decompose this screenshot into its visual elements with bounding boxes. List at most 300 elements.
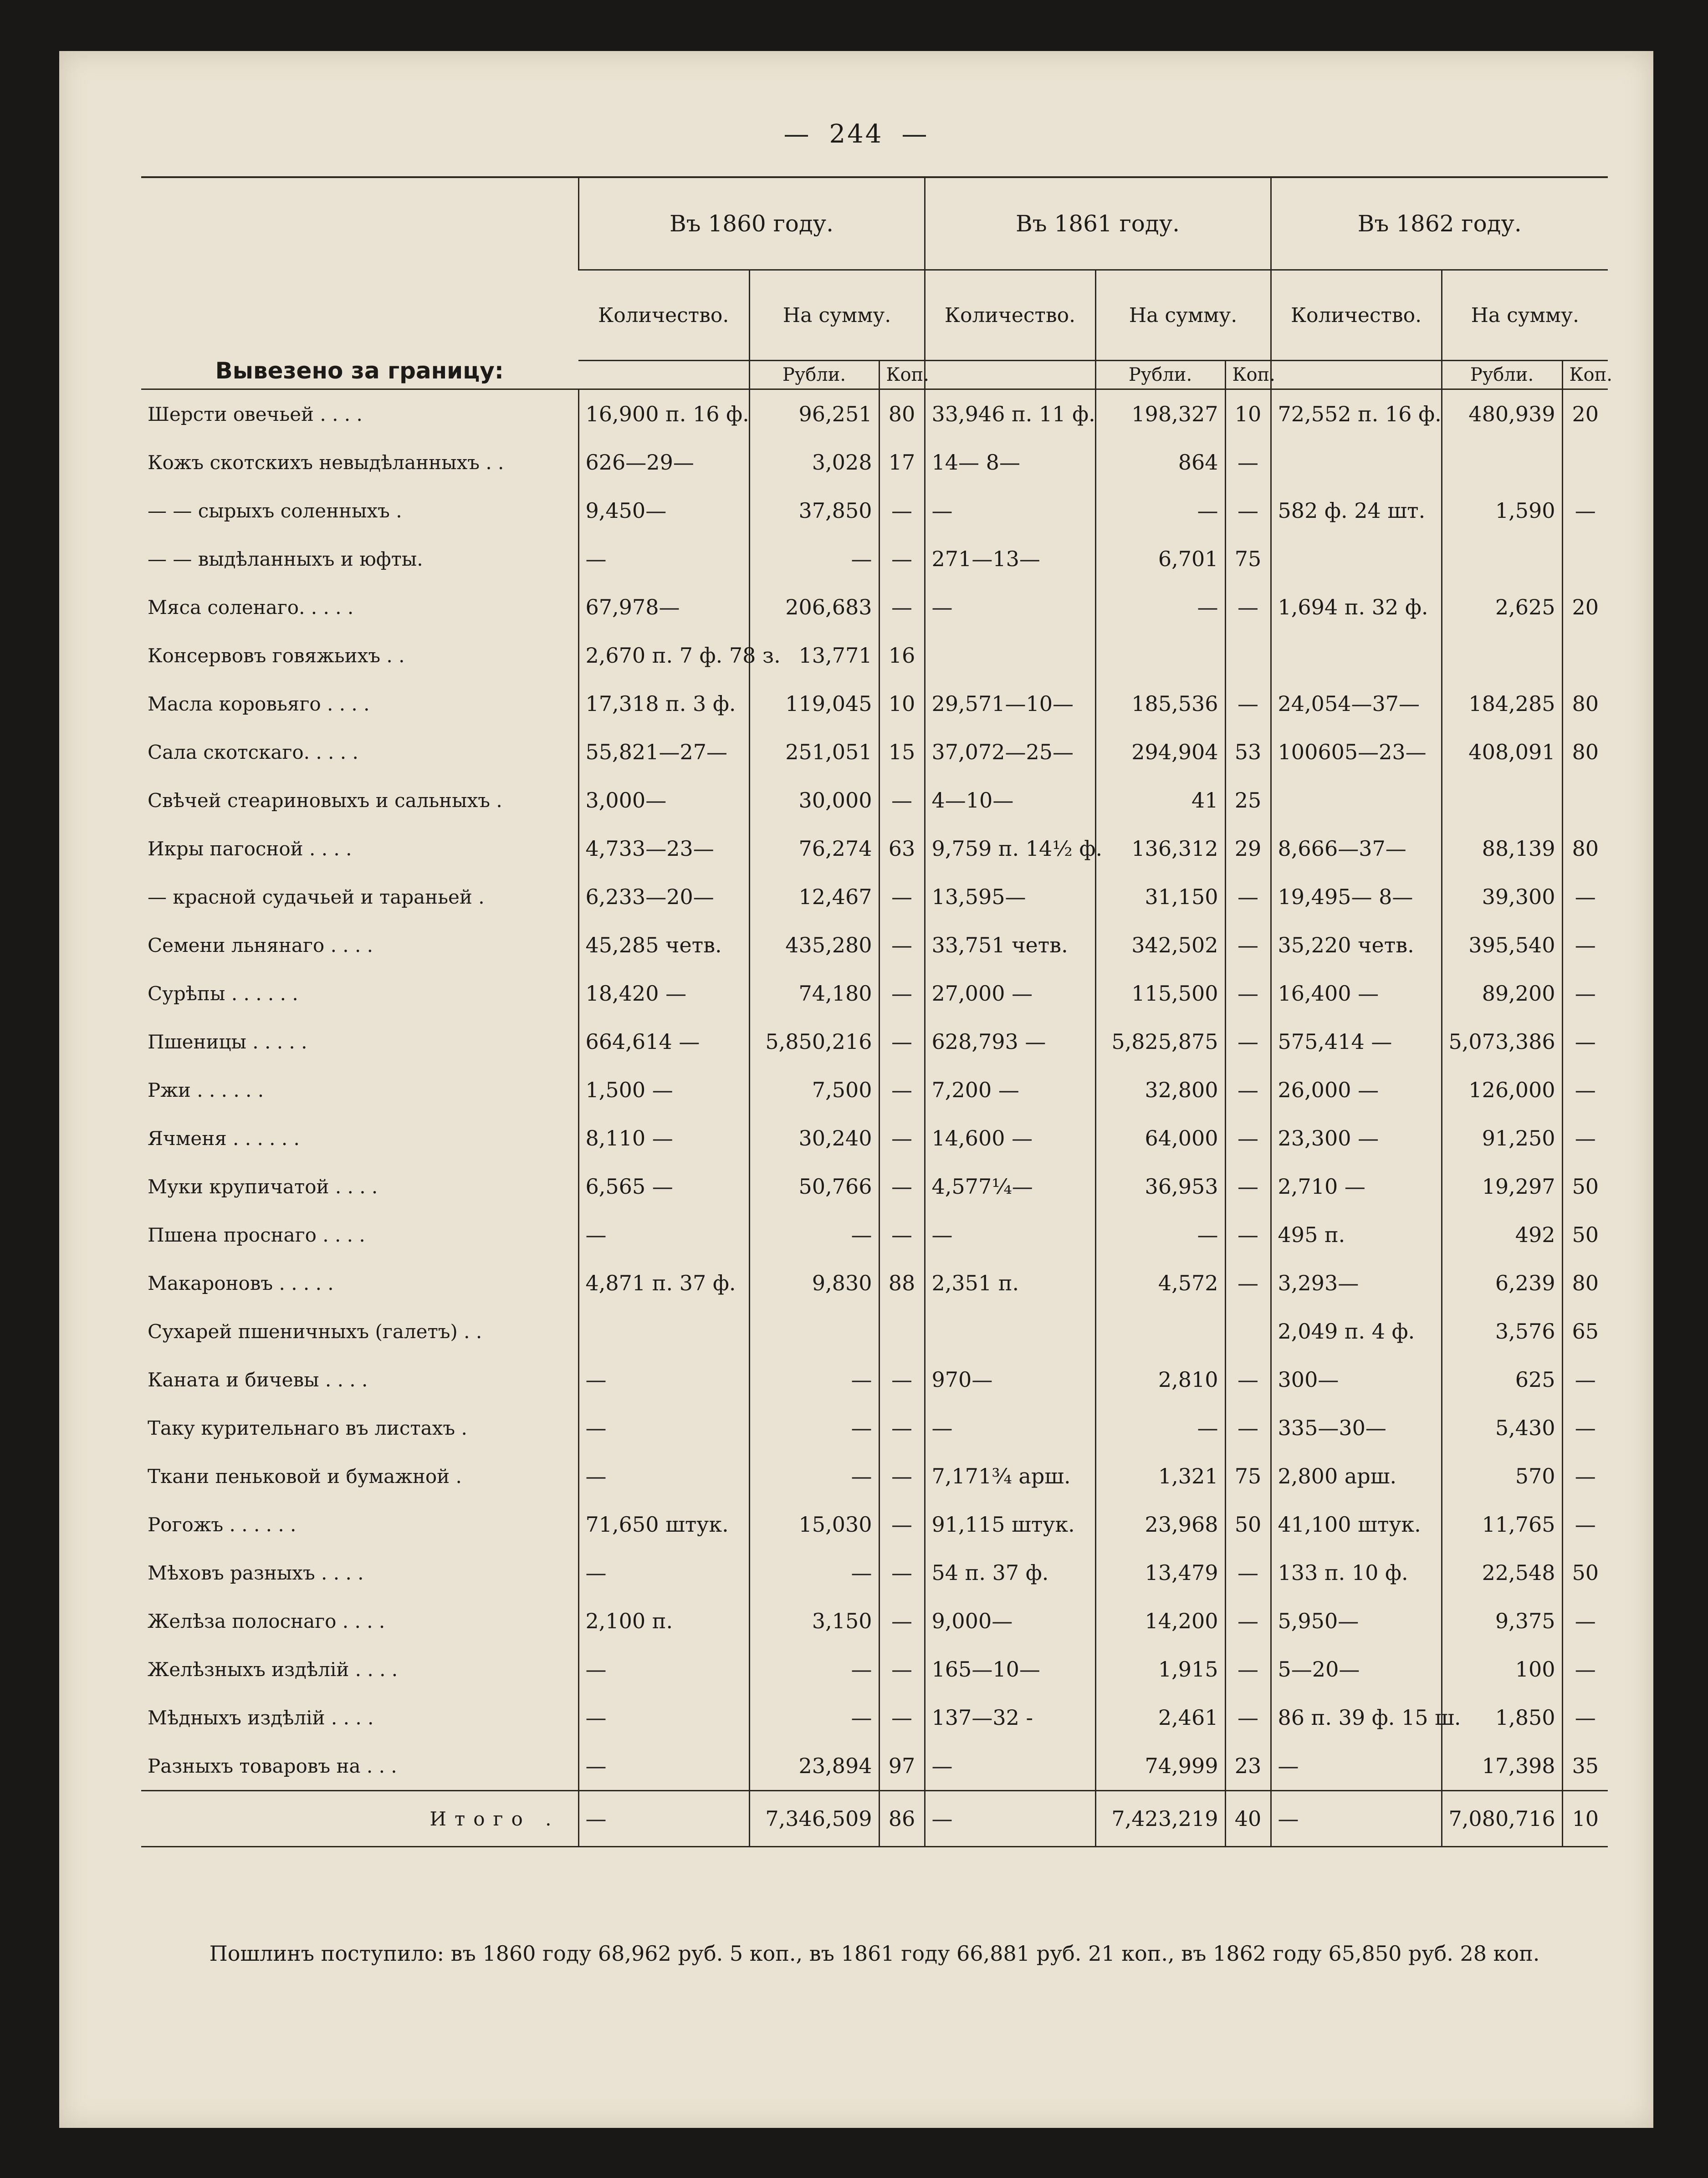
quantity-cell xyxy=(925,631,1095,680)
qty-header: Количество. xyxy=(925,270,1095,361)
rubles-cell: 3,028 xyxy=(749,438,879,486)
quantity-cell: 2,670 п. 7 ф. 78 з. xyxy=(578,631,749,680)
kopecks-cell: 23 xyxy=(1225,1742,1271,1791)
rubles-cell: 96,251 xyxy=(749,389,879,439)
rubles-cell: — xyxy=(749,535,879,583)
quantity-cell: 495 п. xyxy=(1271,1211,1442,1259)
kopecks-cell: — xyxy=(1225,1066,1271,1114)
rubles-cell: 1,850 xyxy=(1442,1693,1562,1742)
rubles-cell: 136,312 xyxy=(1095,824,1225,873)
year-1861-header: Въ 1861 году. xyxy=(925,177,1271,270)
blank-cell xyxy=(1271,361,1442,389)
quantity-cell: 664,614 — xyxy=(578,1017,749,1066)
total-row xyxy=(141,1791,1608,1847)
kopecks-cell: — xyxy=(879,1404,925,1452)
rubles-cell: 2,625 xyxy=(1442,583,1562,631)
quantity-cell: — xyxy=(925,1791,1095,1847)
rubles-cell: 185,536 xyxy=(1095,680,1225,728)
page-number: — 244 — xyxy=(783,119,929,149)
rubles-cell: 30,240 xyxy=(749,1114,879,1162)
commodity-name: — — выдѣланныхъ и юфты. xyxy=(148,547,423,570)
quantity-cell: 54 п. 37 ф. xyxy=(925,1549,1095,1597)
quantity-cell: 7,200 — xyxy=(925,1066,1095,1114)
quantity-cell: — xyxy=(578,1693,749,1742)
quantity-cell: 5,950— xyxy=(1271,1597,1442,1645)
table-row xyxy=(141,1693,1608,1742)
commodity-name: Масла коровьяго . . . . xyxy=(148,692,370,715)
rubles-cell: 39,300 xyxy=(1442,873,1562,921)
kopecks-cell: — xyxy=(1562,873,1608,921)
table-row xyxy=(141,389,1608,439)
rubles-cell: 6,701 xyxy=(1095,535,1225,583)
quantity-cell xyxy=(1271,438,1442,486)
table-row xyxy=(141,1066,1608,1114)
rubles-cell: 184,285 xyxy=(1442,680,1562,728)
kopecks-cell: 86 xyxy=(879,1791,925,1847)
quantity-cell: — xyxy=(578,1355,749,1404)
rubles-cell: 17,398 xyxy=(1442,1742,1562,1791)
export-table xyxy=(141,176,1612,1847)
kopecks-cell: — xyxy=(1225,1114,1271,1162)
quantity-cell: 37,072—25— xyxy=(925,728,1095,776)
quantity-cell: — xyxy=(925,1211,1095,1259)
quantity-cell: 6,233—20— xyxy=(578,873,749,921)
rubles-cell: — xyxy=(749,1211,879,1259)
kopecks-cell: 10 xyxy=(1225,389,1271,439)
rubles-cell: 5,430 xyxy=(1442,1404,1562,1452)
quantity-cell xyxy=(1271,535,1442,583)
commodity-name: Муки крупичатой . . . . xyxy=(148,1175,378,1198)
kopecks-cell: 50 xyxy=(1562,1549,1608,1597)
quantity-cell: — xyxy=(925,486,1095,535)
rubles-cell: 625 xyxy=(1442,1355,1562,1404)
rubles-cell xyxy=(1442,535,1562,583)
rubles-cell: — xyxy=(749,1549,879,1597)
rubles-cell: 88,139 xyxy=(1442,824,1562,873)
quantity-cell: 582 ф. 24 шт. xyxy=(1271,486,1442,535)
kopecks-cell: 63 xyxy=(879,824,925,873)
quantity-cell: 2,100 п. xyxy=(578,1597,749,1645)
rubles-cell: 9,375 xyxy=(1442,1597,1562,1645)
commodity-name: Ржи . . . . . . xyxy=(148,1079,264,1101)
rubles-cell: 36,953 xyxy=(1095,1162,1225,1211)
quantity-cell xyxy=(578,1307,749,1355)
quantity-cell: 9,759 п. 14½ ф. xyxy=(925,824,1095,873)
rubles-cell: 492 xyxy=(1442,1211,1562,1259)
kopecks-cell: — xyxy=(1562,1500,1608,1549)
kopecks-cell xyxy=(1562,631,1608,680)
quantity-cell: 17,318 п. 3 ф. xyxy=(578,680,749,728)
kopecks-cell: 97 xyxy=(879,1742,925,1791)
sum-header: На сумму. xyxy=(749,270,925,361)
rub-header: Рубли. xyxy=(749,361,879,389)
rubles-cell: 3,576 xyxy=(1442,1307,1562,1355)
rubles-cell: 64,000 xyxy=(1095,1114,1225,1162)
rubles-cell: — xyxy=(749,1452,879,1500)
rubles-cell: 435,280 xyxy=(749,921,879,969)
quantity-cell: 575,414 — xyxy=(1271,1017,1442,1066)
kopecks-cell: 75 xyxy=(1225,1452,1271,1500)
kopecks-cell: 80 xyxy=(1562,824,1608,873)
kopecks-cell: 80 xyxy=(1562,680,1608,728)
quantity-cell: 165—10— xyxy=(925,1645,1095,1693)
rubles-cell: — xyxy=(1095,1211,1225,1259)
kopecks-cell: — xyxy=(1562,1645,1608,1693)
kopecks-cell: — xyxy=(1225,969,1271,1017)
commodity-name: Каната и бичевы . . . . xyxy=(148,1368,368,1391)
commodity-name: Сала скотскаго. . . . . xyxy=(148,741,358,763)
kopecks-cell: — xyxy=(1562,1066,1608,1114)
rubles-cell: 206,683 xyxy=(749,583,879,631)
kopecks-cell: 25 xyxy=(1225,776,1271,824)
rubles-cell: 50,766 xyxy=(749,1162,879,1211)
table-row xyxy=(141,1404,1608,1452)
quantity-cell: 14— 8— xyxy=(925,438,1095,486)
quantity-cell: 7,171¾ арш. xyxy=(925,1452,1095,1500)
commodity-name: Желѣза полоснаго . . . . xyxy=(148,1610,385,1632)
quantity-cell: 16,400 — xyxy=(1271,969,1442,1017)
quantity-cell: 137—32 - xyxy=(925,1693,1095,1742)
rubles-cell: 12,467 xyxy=(749,873,879,921)
rubles-cell xyxy=(749,1307,879,1355)
kopecks-cell xyxy=(1225,1307,1271,1355)
quantity-cell: 6,565 — xyxy=(578,1162,749,1211)
kopecks-cell: — xyxy=(1562,1693,1608,1742)
kopecks-cell: — xyxy=(1225,1549,1271,1597)
rubles-cell: — xyxy=(1095,583,1225,631)
rubles-cell: 480,939 xyxy=(1442,389,1562,439)
kopecks-cell: — xyxy=(879,1693,925,1742)
quantity-cell xyxy=(1271,776,1442,824)
rubles-cell: 30,000 xyxy=(749,776,879,824)
rubles-cell: 32,800 xyxy=(1095,1066,1225,1114)
table-row xyxy=(141,776,1608,824)
table-row xyxy=(141,824,1608,873)
quantity-cell: 23,300 — xyxy=(1271,1114,1442,1162)
kopecks-cell xyxy=(879,1307,925,1355)
kopecks-cell: — xyxy=(1225,583,1271,631)
rubles-cell: 1,321 xyxy=(1095,1452,1225,1500)
rubles-cell xyxy=(1442,438,1562,486)
stub-header: Вывезено за границу: xyxy=(141,177,578,389)
table-row xyxy=(141,1597,1608,1645)
rubles-cell: 74,180 xyxy=(749,969,879,1017)
rubles-cell: 1,590 xyxy=(1442,486,1562,535)
rubles-cell: — xyxy=(1095,1404,1225,1452)
table-row xyxy=(141,1452,1608,1500)
kopecks-cell: — xyxy=(879,1355,925,1404)
quantity-cell: 3,293— xyxy=(1271,1259,1442,1307)
commodity-name: Икры пагосной . . . . xyxy=(148,837,352,860)
kopecks-cell: — xyxy=(1562,969,1608,1017)
rubles-cell: 251,051 xyxy=(749,728,879,776)
kopecks-cell: — xyxy=(1225,1162,1271,1211)
commodity-name: Мѣховъ разныхъ . . . . xyxy=(148,1561,364,1584)
quantity-cell: 628,793 — xyxy=(925,1017,1095,1066)
kopecks-cell: — xyxy=(1562,1404,1608,1452)
kopecks-cell: 20 xyxy=(1562,583,1608,631)
rubles-cell: 5,073,386 xyxy=(1442,1017,1562,1066)
table-row xyxy=(141,1114,1608,1162)
rubles-cell: 15,030 xyxy=(749,1500,879,1549)
rubles-cell: 9,830 xyxy=(749,1259,879,1307)
quantity-cell: 2,710 — xyxy=(1271,1162,1442,1211)
kopecks-cell: — xyxy=(879,486,925,535)
duties-note: Пошлинъ поступило: въ 1860 году 68,962 руб. 5 коп., въ 1861 году 66,881 руб. 21 коп., въ 1862 году 65,850 руб. 28 коп. xyxy=(209,1941,1540,1966)
quantity-cell: 5—20— xyxy=(1271,1645,1442,1693)
header-years-row xyxy=(141,177,1608,270)
quantity-cell: 970— xyxy=(925,1355,1095,1404)
kop-header: Коп. xyxy=(879,361,925,389)
kopecks-cell: — xyxy=(879,776,925,824)
commodity-name: Свѣчей стеариновыхъ и сальныхъ . xyxy=(148,789,502,812)
quantity-cell: 3,000— xyxy=(578,776,749,824)
commodity-name: Макароновъ . . . . . xyxy=(148,1272,334,1294)
table-row xyxy=(141,1017,1608,1066)
commodity-name: Желѣзныхъ издѣлій . . . . xyxy=(148,1658,398,1681)
commodity-name: Кожъ скотскихъ невыдѣланныхъ . . xyxy=(148,451,504,474)
commodity-name: Консервовъ говяжьихъ . . xyxy=(148,644,405,667)
kopecks-cell: 15 xyxy=(879,728,925,776)
blank-cell xyxy=(578,361,749,389)
rubles-cell: 89,200 xyxy=(1442,969,1562,1017)
kopecks-cell: 80 xyxy=(879,389,925,439)
kopecks-cell: — xyxy=(879,583,925,631)
kopecks-cell: 50 xyxy=(1225,1500,1271,1549)
kopecks-cell: — xyxy=(1225,438,1271,486)
quantity-cell: 16,900 п. 16 ф. xyxy=(578,389,749,439)
kopecks-cell: — xyxy=(1225,1597,1271,1645)
table-row xyxy=(141,969,1608,1017)
kopecks-cell: — xyxy=(879,1017,925,1066)
kopecks-cell: 80 xyxy=(1562,1259,1608,1307)
rubles-cell: 395,540 xyxy=(1442,921,1562,969)
quantity-cell: — xyxy=(578,1742,749,1791)
rubles-cell: 7,423,219 xyxy=(1095,1791,1225,1847)
quantity-cell: — xyxy=(578,1452,749,1500)
quantity-cell xyxy=(925,1307,1095,1355)
kopecks-cell: — xyxy=(879,921,925,969)
rubles-cell: 115,500 xyxy=(1095,969,1225,1017)
quantity-cell: 33,946 п. 11 ф. xyxy=(925,389,1095,439)
quantity-cell: 335—30— xyxy=(1271,1404,1442,1452)
total-label: Итого . xyxy=(141,1791,578,1847)
kopecks-cell: — xyxy=(1225,1404,1271,1452)
rubles-cell: 6,239 xyxy=(1442,1259,1562,1307)
rubles-cell: 570 xyxy=(1442,1452,1562,1500)
kopecks-cell: — xyxy=(1562,1597,1608,1645)
kopecks-cell: 17 xyxy=(879,438,925,486)
rubles-cell: 37,850 xyxy=(749,486,879,535)
commodity-name: Пшена проснаго . . . . xyxy=(148,1223,365,1246)
rubles-cell: 7,080,716 xyxy=(1442,1791,1562,1847)
kopecks-cell: — xyxy=(879,1066,925,1114)
commodity-name: Мяса соленаго. . . . . xyxy=(148,596,354,619)
quantity-cell: 626—29— xyxy=(578,438,749,486)
kopecks-cell: — xyxy=(879,969,925,1017)
rubles-cell: 13,771 xyxy=(749,631,879,680)
commodity-name: Рогожъ . . . . . . xyxy=(148,1513,297,1536)
commodity-name: Сухарей пшеничныхъ (галетъ) . . xyxy=(148,1320,482,1343)
rubles-cell: 91,250 xyxy=(1442,1114,1562,1162)
rubles-cell: 13,479 xyxy=(1095,1549,1225,1597)
rubles-cell: 4,572 xyxy=(1095,1259,1225,1307)
kopecks-cell: 65 xyxy=(1562,1307,1608,1355)
qty-header: Количество. xyxy=(578,270,749,361)
kopecks-cell: — xyxy=(1562,1355,1608,1404)
quantity-cell: 271—13— xyxy=(925,535,1095,583)
quantity-cell: 19,495— 8— xyxy=(1271,873,1442,921)
commodity-name: Сурѣпы . . . . . . xyxy=(148,982,298,1005)
quantity-cell: 100605—23— xyxy=(1271,728,1442,776)
rubles-cell: — xyxy=(749,1693,879,1742)
kopecks-cell: — xyxy=(1562,921,1608,969)
rubles-cell xyxy=(1095,1307,1225,1355)
rubles-cell: — xyxy=(749,1355,879,1404)
quantity-cell: 41,100 штук. xyxy=(1271,1500,1442,1549)
rubles-cell: 198,327 xyxy=(1095,389,1225,439)
rubles-cell: 294,904 xyxy=(1095,728,1225,776)
table-row xyxy=(141,535,1608,583)
rubles-cell: 11,765 xyxy=(1442,1500,1562,1549)
rubles-cell: 14,200 xyxy=(1095,1597,1225,1645)
rubles-cell: 7,500 xyxy=(749,1066,879,1114)
rubles-cell: 5,850,216 xyxy=(749,1017,879,1066)
rubles-cell: 23,968 xyxy=(1095,1500,1225,1549)
rubles-cell: 100 xyxy=(1442,1645,1562,1693)
quantity-cell: 45,285 четв. xyxy=(578,921,749,969)
quantity-cell: 67,978— xyxy=(578,583,749,631)
quantity-cell: 29,571—10— xyxy=(925,680,1095,728)
rubles-cell xyxy=(1095,631,1225,680)
rubles-cell: 31,150 xyxy=(1095,873,1225,921)
table-row xyxy=(141,680,1608,728)
rubles-cell: 1,915 xyxy=(1095,1645,1225,1693)
quantity-cell: 1,500 — xyxy=(578,1066,749,1114)
kop-header: Коп. xyxy=(1562,361,1608,389)
kopecks-cell: 29 xyxy=(1225,824,1271,873)
quantity-cell: 4,733—23— xyxy=(578,824,749,873)
quantity-cell xyxy=(1271,631,1442,680)
kopecks-cell: — xyxy=(1225,1259,1271,1307)
table-row xyxy=(141,1645,1608,1693)
kopecks-cell: 88 xyxy=(879,1259,925,1307)
kopecks-cell: 10 xyxy=(1562,1791,1608,1847)
table-row xyxy=(141,1162,1608,1211)
quantity-cell: 14,600 — xyxy=(925,1114,1095,1162)
kopecks-cell: 53 xyxy=(1225,728,1271,776)
table-row xyxy=(141,1307,1608,1355)
rubles-cell: 3,150 xyxy=(749,1597,879,1645)
quantity-cell: 33,751 четв. xyxy=(925,921,1095,969)
kopecks-cell: 80 xyxy=(1562,728,1608,776)
kopecks-cell: — xyxy=(879,1452,925,1500)
sum-header: На сумму. xyxy=(1095,270,1271,361)
quantity-cell: 27,000 — xyxy=(925,969,1095,1017)
quantity-cell: 9,450— xyxy=(578,486,749,535)
commodity-name: Таку курительнаго въ листахъ . xyxy=(148,1416,467,1439)
rubles-cell: 23,894 xyxy=(749,1742,879,1791)
rubles-cell: 76,274 xyxy=(749,824,879,873)
quantity-cell: 2,351 п. xyxy=(925,1259,1095,1307)
table-row xyxy=(141,1742,1608,1791)
rubles-cell: — xyxy=(749,1645,879,1693)
kopecks-cell: — xyxy=(879,1500,925,1549)
rubles-cell: 2,461 xyxy=(1095,1693,1225,1742)
kopecks-cell: 75 xyxy=(1225,535,1271,583)
table-row xyxy=(141,438,1608,486)
table-row xyxy=(141,921,1608,969)
quantity-cell: 35,220 четв. xyxy=(1271,921,1442,969)
quantity-cell: — xyxy=(578,535,749,583)
rubles-cell: 22,548 xyxy=(1442,1549,1562,1597)
commodity-name: Ячменя . . . . . . xyxy=(148,1127,300,1150)
kopecks-cell xyxy=(1562,438,1608,486)
table-row xyxy=(141,1549,1608,1597)
quantity-cell: — xyxy=(925,583,1095,631)
rubles-cell: 864 xyxy=(1095,438,1225,486)
kopecks-cell: — xyxy=(1225,1693,1271,1742)
rubles-cell: 342,502 xyxy=(1095,921,1225,969)
quantity-cell: 1,694 п. 32 ф. xyxy=(1271,583,1442,631)
kopecks-cell: — xyxy=(1225,1355,1271,1404)
kopecks-cell: 50 xyxy=(1562,1211,1608,1259)
kopecks-cell: — xyxy=(879,1162,925,1211)
quantity-cell: 4,871 п. 37 ф. xyxy=(578,1259,749,1307)
commodity-name: — — сырыхъ соленныхъ . xyxy=(148,499,402,522)
kopecks-cell: 40 xyxy=(1225,1791,1271,1847)
rubles-cell: 408,091 xyxy=(1442,728,1562,776)
quantity-cell: — xyxy=(578,1211,749,1259)
quantity-cell: 2,800 арш. xyxy=(1271,1452,1442,1500)
kopecks-cell: — xyxy=(1562,486,1608,535)
commodity-name: Шерсти овечьей . . . . xyxy=(148,403,363,425)
quantity-cell: — xyxy=(578,1791,749,1847)
quantity-cell: 91,115 штук. xyxy=(925,1500,1095,1549)
year-1860-header: Въ 1860 году. xyxy=(578,177,925,270)
rubles-cell: 7,346,509 xyxy=(749,1791,879,1847)
kopecks-cell: 16 xyxy=(879,631,925,680)
kopecks-cell: 20 xyxy=(1562,389,1608,439)
quantity-cell: — xyxy=(578,1549,749,1597)
kopecks-cell: — xyxy=(879,1114,925,1162)
kopecks-cell: — xyxy=(1225,1211,1271,1259)
kopecks-cell: — xyxy=(1562,1114,1608,1162)
kopecks-cell: — xyxy=(879,873,925,921)
kopecks-cell: — xyxy=(1562,1017,1608,1066)
commodity-name: Пшеницы . . . . . xyxy=(148,1030,307,1053)
rubles-cell: 2,810 xyxy=(1095,1355,1225,1404)
table-row xyxy=(141,1500,1608,1549)
rub-header: Рубли. xyxy=(1442,361,1562,389)
kopecks-cell: — xyxy=(1225,1645,1271,1693)
quantity-cell: 18,420 — xyxy=(578,969,749,1017)
commodity-name: Мѣдныхъ издѣлій . . . . xyxy=(148,1706,374,1729)
kopecks-cell: — xyxy=(1225,486,1271,535)
quantity-cell: 8,110 — xyxy=(578,1114,749,1162)
sum-header: На сумму. xyxy=(1442,270,1608,361)
kopecks-cell: — xyxy=(1562,1452,1608,1500)
table-row xyxy=(141,873,1608,921)
quantity-cell: 133 п. 10 ф. xyxy=(1271,1549,1442,1597)
quantity-cell: — xyxy=(925,1404,1095,1452)
kopecks-cell: — xyxy=(879,1211,925,1259)
kopecks-cell: — xyxy=(1225,1017,1271,1066)
quantity-cell: 9,000— xyxy=(925,1597,1095,1645)
quantity-cell: 300— xyxy=(1271,1355,1442,1404)
kopecks-cell xyxy=(1562,535,1608,583)
rubles-cell: 119,045 xyxy=(749,680,879,728)
